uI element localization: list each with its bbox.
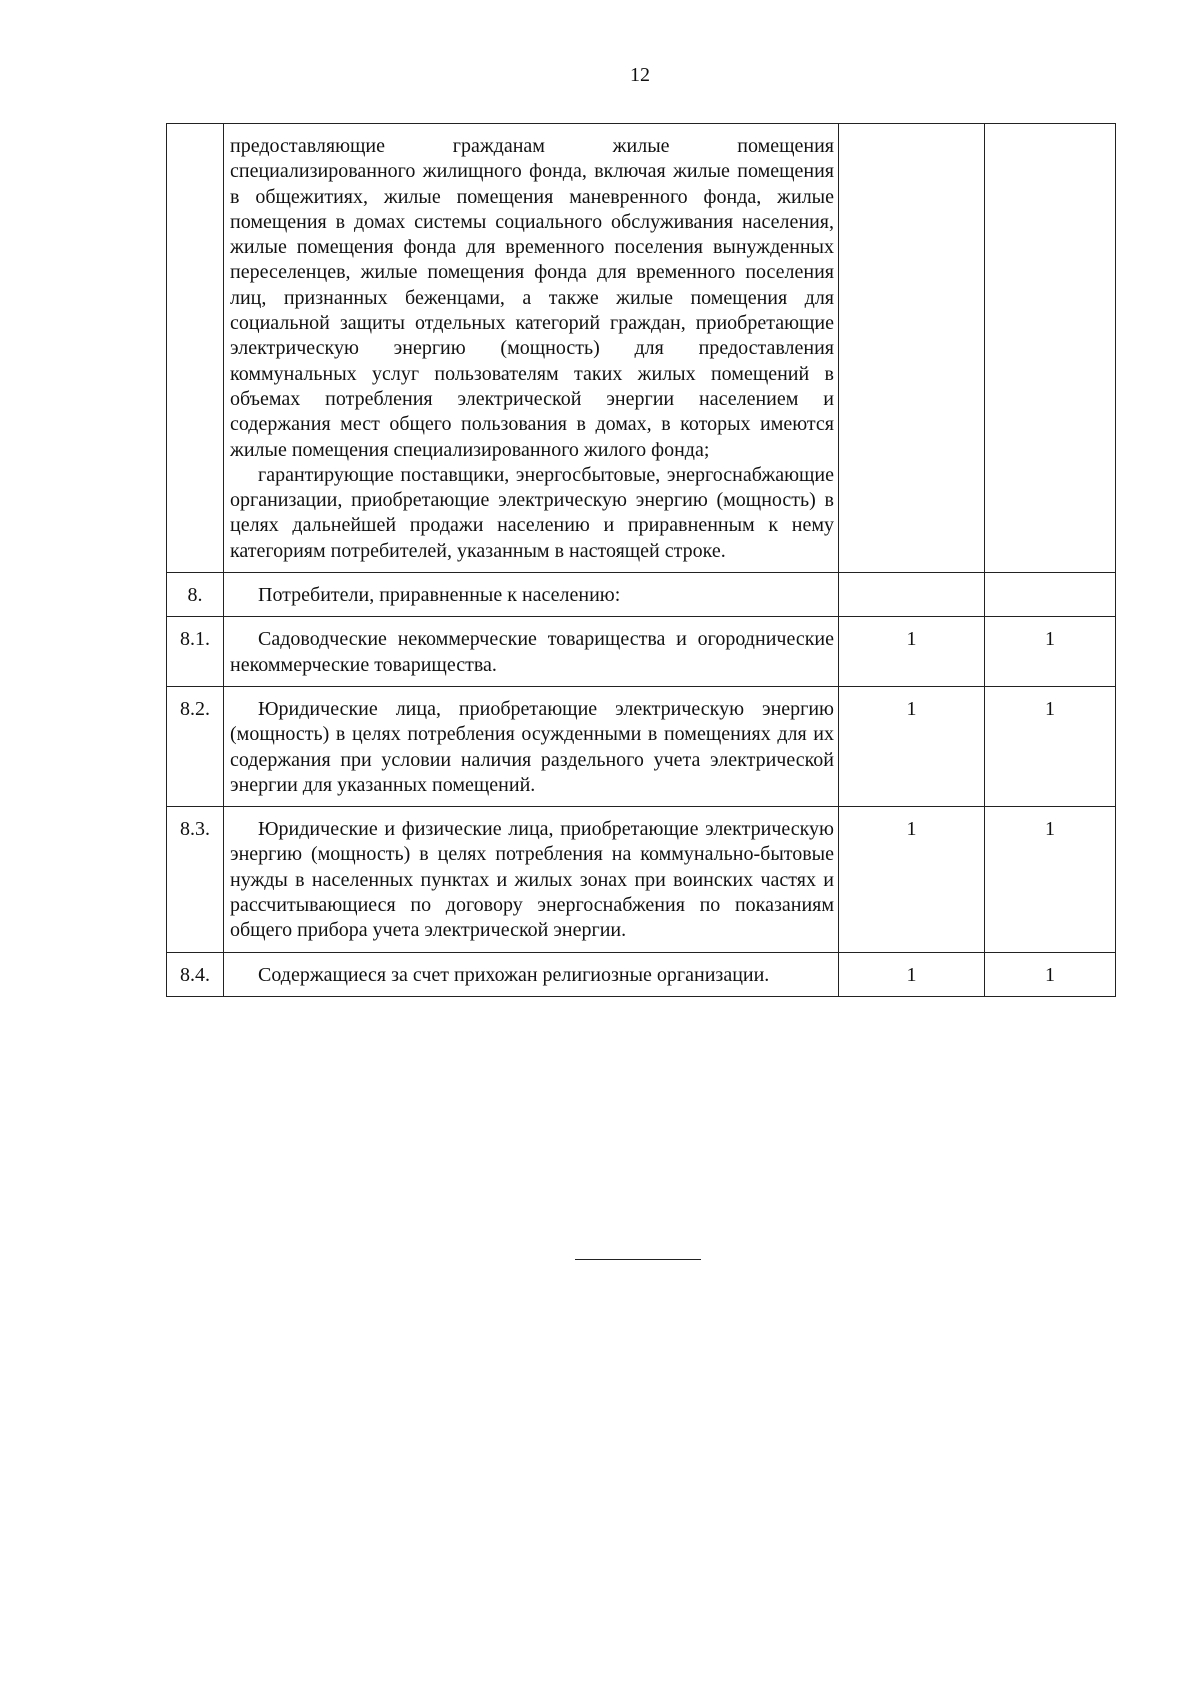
description-paragraph: Юридические и физические лица, приобретающие электрическую энергию (мощность) в целях потребления на коммунально-бытовые нужды в населенных пунктах и жилых зонах при воинских частях и рассчитывающиеся по договору энергоснабжения по показаниям общего прибора учета электрической энергии. [230, 818, 834, 942]
row-description [224, 686, 839, 806]
table-row [167, 807, 1116, 952]
row-value-col3: 1 [839, 617, 985, 687]
row-number: 8.4. [167, 952, 224, 996]
row-number: 8.3. [167, 807, 224, 952]
row-description [224, 952, 839, 996]
row-description [224, 573, 839, 617]
row-description [224, 617, 839, 687]
row-value-col4: 1 [985, 952, 1116, 996]
row-description [224, 807, 839, 952]
row-value-col4: 1 [985, 807, 1116, 952]
table-row [167, 686, 1116, 806]
row-value-col3: 1 [839, 952, 985, 996]
row-value-col3 [839, 573, 985, 617]
table-row [167, 617, 1116, 687]
description-paragraph: Садоводческие некоммерческие товарищества и огороднические некоммерческие товарищества. [230, 628, 834, 676]
page-number: 12 [630, 64, 650, 86]
row-value-col4 [985, 124, 1116, 573]
row-number: 8.1. [167, 617, 224, 687]
description-paragraph: предоставляющие гражданам жилые помещения специализированного жилищного фонда, включая жилые помещения в общежитиях, жилые помещения маневренного фонда, жилые помещения в домах системы социального обслуживания населения, жилые помещения фонда для временного поселения вынужденных переселенцев, жилые помещения фонда для временного поселения лиц, признанных беженцами, а также жилые помещения для социальной защиты отдельных категорий граждан, приобретающие электрическую энергию (мощность) для предоставления коммунальных услуг пользователям таких жилых помещений в объемах потребления электрической энергии населением и содержания мест общего пользования в домах, в которых имеются жилые помещения специализированного жилого фонда; [230, 135, 834, 461]
row-value-col3: 1 [839, 807, 985, 952]
description-paragraph: Юридические лица, приобретающие электрическую энергию (мощность) в целях потребления осужденными в помещениях для их содержания при условии наличия раздельного учета электрической энергии для указанных помещений. [230, 697, 834, 796]
row-number [167, 124, 224, 573]
row-value-col4 [985, 573, 1116, 617]
row-number: 8. [167, 573, 224, 617]
description-paragraph: Содержащиеся за счет прихожан религиозные организации. [258, 963, 770, 986]
end-of-document-rule [575, 1259, 701, 1260]
row-value-col4: 1 [985, 617, 1116, 687]
row-description [224, 124, 839, 573]
table-row [167, 573, 1116, 617]
row-value-col4: 1 [985, 686, 1116, 806]
row-number: 8.2. [167, 686, 224, 806]
tariff-table [166, 123, 1116, 997]
description-paragraph: Потребители, приравненные к населению: [258, 584, 621, 607]
row-value-col3: 1 [839, 686, 985, 806]
table-row [167, 952, 1116, 996]
table-row [167, 124, 1116, 573]
row-value-col3 [839, 124, 985, 573]
description-paragraph: гарантирующие поставщики, энергосбытовые, энергоснабжающие организации, приобретающие электрическую энергию (мощность) в целях дальнейшей продажи населению и приравненным к нему категориям потребителей, указанным в настоящей строке. [230, 463, 834, 562]
